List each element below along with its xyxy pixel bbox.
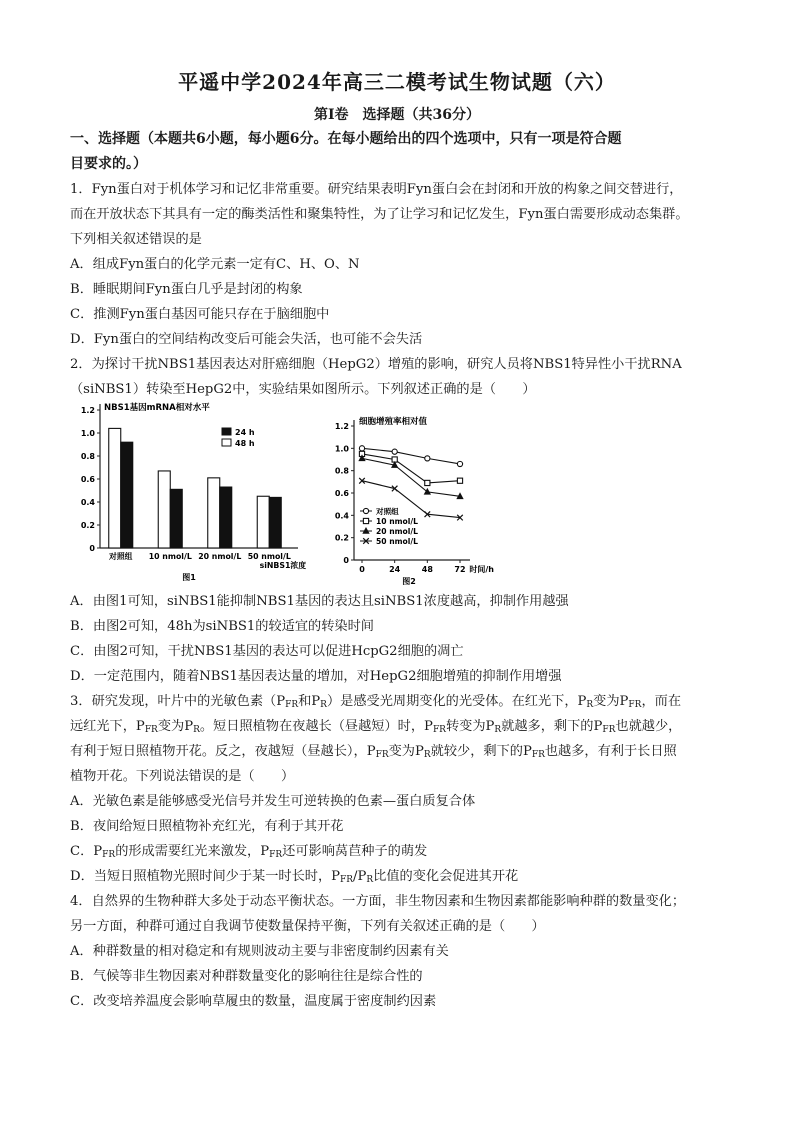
q3-option-a: A．光敏色素是能够感受光信号并发生可逆转换的色素—蛋白质复合体: [70, 794, 476, 809]
subscript-r: R: [320, 700, 327, 710]
subscript-fr: FR: [432, 725, 446, 735]
data-point: [425, 480, 430, 485]
subscript-r: R: [366, 875, 374, 885]
legend-label: 20 nmol/L: [376, 527, 418, 536]
text-run: 3．研究发现，叶片中的光敏色素（P: [70, 694, 286, 709]
y-tick-label: 0.4: [334, 511, 349, 521]
y-tick-label: 1.2: [334, 422, 349, 431]
q3-stem-line-4: 植物开花。下列说法错误的是（ ）: [70, 769, 295, 784]
q2-option-c: C．由图2可知，干扰NBS1基因的表达可以促进HcpG2细胞的凋亡: [70, 644, 464, 659]
q4-stem-line-2: 另一方面，种群可通过自我调节使数量保持平衡，下列有关叙述正确的是（ ）: [70, 919, 545, 934]
q2-stem-line-1: 2．为探讨干扰NBS1基因表达对肝癌细胞（HepG2）增殖的影响，研究人员将NBS1特异性小干扰RNA: [70, 357, 682, 372]
x-tick-label: 0: [359, 565, 365, 574]
y-tick-label: 0: [89, 544, 95, 553]
q4-stem-line-1: 4．自然界的生物种群大多处于动态平衡状态。一方面，非生物因素和生物因素都能影响种群的数量变化；: [70, 894, 686, 909]
text-run: 也就越少，: [615, 719, 682, 734]
subscript-fr: FR: [531, 750, 545, 760]
q2-option-a: A．由图1可知，siNBS1能抑制NBS1基因的表达且siNBS1浓度越高，抑制作用越强: [70, 594, 569, 609]
text-run: 就较少，剩下的P: [430, 744, 532, 759]
subscript-r: R: [586, 700, 594, 710]
subscript-fr: FR: [340, 875, 354, 885]
chart-title: NBS1基因mRNA相对水平: [104, 403, 210, 413]
subscript-r: R: [423, 750, 431, 760]
bar: [220, 487, 232, 548]
y-tick-label: 0.2: [80, 521, 95, 530]
figure-caption: 图1: [182, 573, 196, 582]
text-run: C．P: [70, 844, 103, 859]
data-point: [359, 446, 364, 451]
q2-option-d: D．一定范围内，随着NBS1基因表达量的增加，对HepG2细胞增殖的抑制作用增强: [70, 669, 562, 684]
q2-stem-line-2: （siNBS1）转染至HepG2中，实验结果如图所示。下列叙述正确的是（ ）: [70, 382, 536, 397]
q1-stem-line-3: 下列相关叙述错误的是: [70, 232, 202, 247]
figure-caption: 图2: [402, 577, 416, 586]
text-run: 远红光下，P: [70, 719, 145, 734]
section-heading-line-2: 目要求的。）: [70, 156, 147, 172]
subscript-fr: FR: [375, 750, 389, 760]
bar: [269, 497, 281, 548]
text-run: D．当短日照植物光照时间少于某一时长时，P: [70, 869, 341, 884]
subscript-fr: FR: [628, 700, 642, 710]
legend-label: 对照组: [376, 507, 399, 516]
x-tick-label: 72: [454, 565, 466, 574]
x-tick-label: 对照组: [109, 552, 133, 561]
text-run: 的形成需要红光来激发，P: [115, 844, 270, 859]
subscript-fr: FR: [269, 850, 283, 860]
y-tick-label: 0.6: [80, 475, 95, 484]
legend-label: 10 nmol/L: [376, 517, 418, 526]
legend-label: 24 h: [235, 428, 255, 437]
data-point: [363, 518, 368, 523]
subscript-r: R: [494, 725, 502, 735]
q1-option-b: B．睡眠期间Fyn蛋白几乎是封闭的构象: [70, 282, 303, 297]
y-tick-label: 0.8: [80, 452, 95, 461]
text-run: ）是感受光周期变化的光受体。在红光下，P: [326, 694, 587, 709]
q3-stem-line-1: [70, 689, 730, 714]
section-heading-line-1: 一、选择题（本题共6小题，每小题6分。在每小题给出的四个选项中，只有一项是符合题: [70, 131, 622, 147]
bar: [121, 442, 133, 548]
text-run: 变为P: [157, 719, 194, 734]
legend-swatch: [222, 439, 231, 446]
figure-1-bar-chart: [70, 398, 320, 588]
text-run: 变为P: [388, 744, 424, 759]
subscript-fr: FR: [102, 850, 116, 860]
text-run: 就越多，剩下的P: [501, 719, 603, 734]
x-tick-label: 48: [421, 565, 433, 574]
text-run: /P: [353, 869, 367, 884]
x-axis-label: 时间/h: [469, 565, 494, 574]
subscript-r: R: [193, 725, 200, 735]
y-tick-label: 1.2: [80, 406, 95, 415]
data-point: [363, 508, 368, 513]
q1-option-a: A．组成Fyn蛋白的化学元素一定有C、H、O、N: [70, 257, 360, 272]
y-tick-label: 0.6: [334, 489, 349, 498]
text-run: 变为P: [593, 694, 629, 709]
bar: [257, 496, 269, 548]
text-run: 有利于短日照植物开花。反之，夜越短（昼越长），P: [70, 744, 376, 759]
data-point: [457, 461, 462, 466]
legend-swatch: [222, 428, 231, 435]
text-run: 转变为P: [445, 719, 495, 734]
y-tick-label: 0.8: [334, 466, 349, 476]
x-tick-label: 24: [389, 565, 401, 574]
q2-figures: [70, 398, 730, 588]
data-point: [392, 449, 397, 454]
data-point: [457, 478, 462, 483]
text-run: 还可影响莴苣种子的萌发: [282, 844, 428, 859]
question-block-2: [70, 589, 730, 1014]
text-run: ，而在: [641, 694, 682, 709]
x-tick-label: 50 nmol/L: [247, 552, 291, 561]
x-tick-label: 10 nmol/L: [148, 552, 192, 561]
q4-option-b: B．气候等非生物因素对种群数量变化的影响往往是综合性的: [70, 969, 423, 984]
bar: [158, 471, 170, 548]
q4-option-c: C．改变培养温度会影响草履虫的数量，温度属于密度制约因素: [70, 994, 437, 1009]
q3-stem-line-3: [70, 739, 730, 764]
q1-stem-line-1: 1．Fyn蛋白对于机体学习和记忆非常重要。研究结果表明Fyn蛋白会在封闭和开放的构象之间交替进行，: [70, 182, 683, 197]
q1-option-d: D．Fyn蛋白的空间结构改变后可能会失活，也可能不会失活: [70, 332, 423, 347]
q4-option-a: A．种群数量的相对稳定和有规则波动主要与非密度制约因素有关: [70, 944, 449, 959]
figure-2-line-chart: [326, 398, 496, 588]
text-run: 也越多，有利于长日照: [544, 744, 677, 759]
q3-stem-line-2: [70, 714, 730, 739]
text-run: 和P: [298, 694, 321, 709]
legend-label: 48 h: [235, 439, 255, 448]
q1-option-c: C．推测Fyn蛋白基因可能只存在于脑细胞中: [70, 307, 330, 322]
q3-option-b: B．夜间给短日照植物补充红光，有利于其开花: [70, 819, 344, 834]
text-run: 比值的变化会促进其开花: [373, 869, 519, 884]
y-tick-label: 1.0: [334, 444, 349, 454]
legend-label: 50 nmol/L: [376, 537, 418, 546]
x-axis-label: siNBS1浓度: [259, 561, 306, 570]
exam-title: 平遥中学2024年高三二模考试生物试题（六）: [178, 70, 616, 94]
bar: [170, 489, 182, 548]
y-tick-label: 0: [343, 556, 349, 565]
question-block-1: [70, 127, 730, 402]
y-tick-label: 1.0: [80, 429, 95, 438]
y-tick-label: 0.2: [334, 533, 349, 543]
subscript-fr: FR: [285, 700, 299, 710]
bar: [109, 428, 121, 548]
y-tick-label: 0.4: [80, 498, 95, 507]
part-heading: 第Ⅰ卷 选择题（共36分）: [313, 107, 481, 123]
q1-stem-line-2: 而在开放状态下其具有一定的酶类活性和聚集特性，为了让学习和记忆发生，Fyn蛋白需要形成动态集群。: [70, 207, 689, 222]
subscript-fr: FR: [144, 725, 158, 735]
x-tick-label: 20 nmol/L: [198, 552, 242, 561]
data-point: [425, 456, 430, 461]
bar: [208, 478, 220, 548]
q2-option-b: B．由图2可知，48h为siNBS1的较适宜的转染时间: [70, 619, 374, 634]
q3-option-d: [70, 864, 730, 889]
chart-title: 细胞增殖率相对值: [359, 417, 428, 427]
text-run: 。短日照植物在夜越长（昼越短）时，P: [199, 719, 433, 734]
q3-option-c: [70, 839, 730, 864]
subscript-fr: FR: [602, 725, 616, 735]
series-line: [362, 458, 460, 496]
